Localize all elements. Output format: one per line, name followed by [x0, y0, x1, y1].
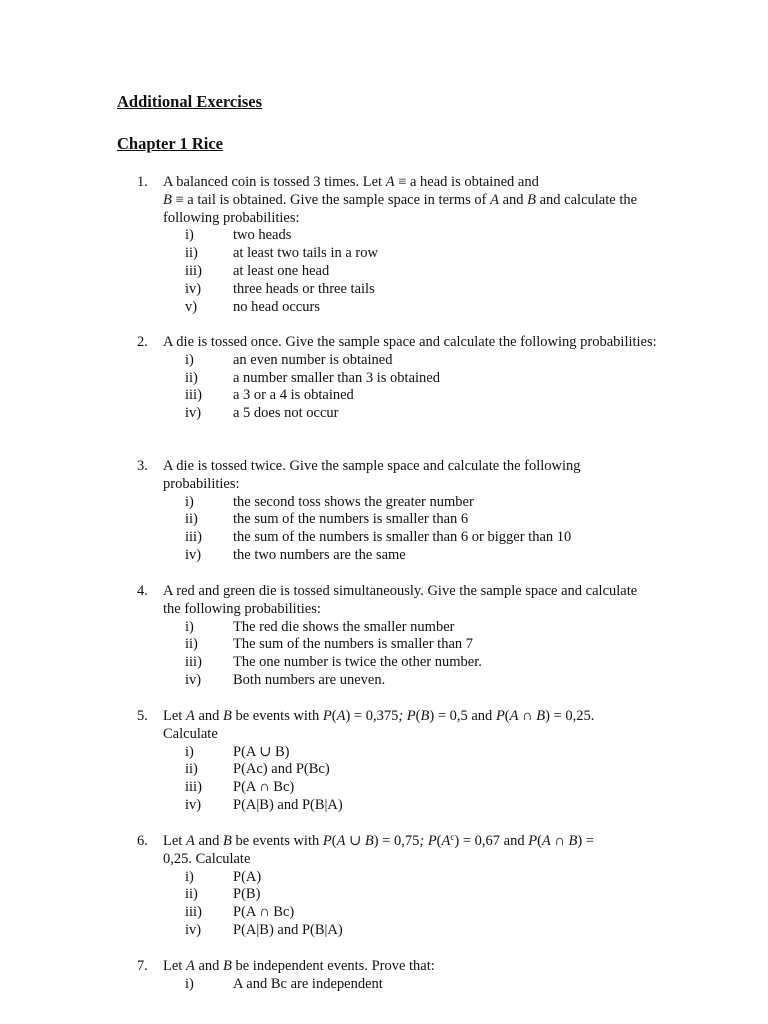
sub-question: ii) P(Ac) and P(Bc) [185, 761, 330, 778]
sub-question: ii) a number smaller than 3 is obtained [185, 369, 440, 386]
sub-question: iii) P(A ∩ Bc) [185, 904, 295, 921]
sub-question: ii) P(B) [185, 886, 261, 903]
exercise-stem: A balanced coin is tossed 3 times. Let A ≡ a head is obtained and B ≡ a tail is obtained. Give the sample space in terms of A and B and calculate the following probabilities: [163, 174, 638, 226]
sub-question: i) The red die shows the smaller number [185, 618, 455, 635]
exercise-number: 5. [137, 708, 148, 724]
sub-question: iv) a 5 does not occur [185, 405, 339, 422]
exercise-3 [137, 458, 657, 565]
document-title: Additional Exercises [117, 92, 262, 111]
sub-question: iv) P(A|B) and P(B|A) [185, 796, 343, 813]
sub-question: iii) a 3 or a 4 is obtained [185, 387, 354, 404]
sub-question: i) the second toss shows the greater number [185, 493, 474, 510]
sub-question: ii) the sum of the numbers is smaller than 6 [185, 511, 469, 528]
exercise-stem: Let A and B be events with P(A ∪ B) = 0,75; $P(A^c) = 0,67$ and P(A ∩ B) = 0,25. Calculate [163, 832, 594, 867]
sub-question: v) no head occurs [185, 298, 320, 315]
exercise-stem: A die is tossed twice. Give the sample space and calculate the following probabilities: [163, 458, 581, 492]
exercise-stem: Let A and B be independent events. Prove that: [163, 958, 435, 974]
exercise-number: 7. [137, 958, 148, 974]
exercise-1 [137, 174, 657, 316]
sub-question: i) an even number is obtained [185, 351, 393, 368]
exercise-4 [137, 583, 657, 690]
sub-question: iv) Both numbers are uneven. [185, 671, 386, 688]
exercise-number: 2. [137, 334, 148, 350]
sub-question: iii) the sum of the numbers is smaller than 6 or bigger than 10 [185, 529, 572, 546]
sub-question: iii) P(A ∩ Bc) [185, 779, 295, 796]
sub-question: iv) the two numbers are the same [185, 546, 406, 563]
chapter-heading: Chapter 1 Rice [117, 134, 224, 153]
sub-question: ii) The sum of the numbers is smaller than 7 [185, 636, 474, 653]
sub-question: i) A and Bc are independent [185, 975, 383, 992]
exercise-stem: A die is tossed once. Give the sample space and calculate the following probabilities: [163, 334, 657, 350]
exercise-stem: A red and green die is tossed simultaneously. Give the sample space and calculate the following probabilities: [163, 583, 638, 617]
sub-question: iii) at least one head [185, 262, 330, 279]
sub-question: i) two heads [185, 227, 292, 244]
sub-question: iii) The one number is twice the other number. [185, 654, 482, 671]
sub-question: i) P(A ∪ B) [185, 743, 290, 760]
sub-question: iv) three heads or three tails [185, 280, 375, 297]
sub-question: iv) P(A|B) and P(B|A) [185, 921, 343, 938]
exercise-stem: Let A and B be events with P(A) = 0,375; P(B) = 0,5 and P(A ∩ B) = 0,25. Calculate [163, 708, 595, 742]
exercise-number: 6. [137, 833, 148, 849]
exercise-number: 1. [137, 174, 148, 190]
exercise-6 [137, 833, 657, 940]
exercise-2 [137, 334, 657, 423]
exercise-7 [137, 958, 657, 994]
exercise-number: 3. [137, 458, 148, 474]
exercise-number: 4. [137, 583, 148, 599]
sub-question: ii) at least two tails in a row [185, 245, 378, 262]
exercise-5 [137, 708, 657, 815]
sub-question: i) P(A) [185, 868, 262, 885]
